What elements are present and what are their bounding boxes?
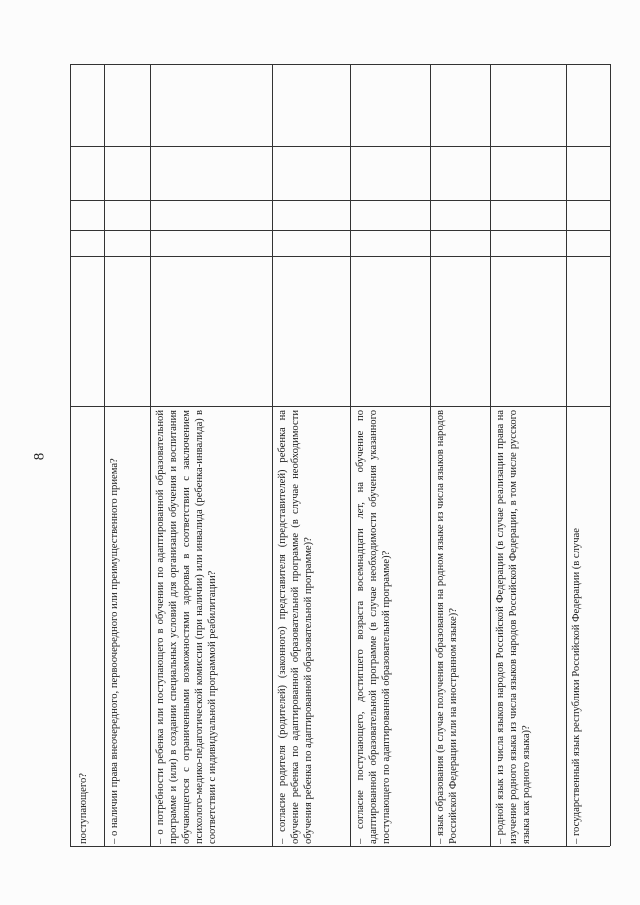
table-cell: поступающего? (78, 773, 89, 844)
table-cell: – согласие поступающего, достигшего возраста восемнадцати лет, на обучение по адаптированной образовательной программе (в случае необходимости обучения указанного поступающего по адаптированной образовательной программе)? (355, 410, 392, 844)
table-cell: – государственный язык республики Российской Федерации (в случае (571, 528, 582, 844)
table-border-right (610, 64, 611, 846)
column-divider (70, 256, 610, 257)
table-cell: – родной язык из числа языков народов Российской Федерации (в случае реализации права на изучение родного языка из числа языков народов Российской Федерации, в том числе русского языка как родного языка)? (495, 410, 532, 844)
column-divider (70, 230, 610, 231)
table-border-left (70, 64, 71, 846)
table-cell: – язык образования (в случае получения образования на родном языке из числа языков народов Российской Федерации или на иностранном языке)? (435, 410, 459, 844)
table-cell: – согласие родителя (родителей) (законного) представителя (представителей) ребенка на обучение ребенка по адаптированной образовательной программе (в случае необходимости обучения ребенка по адаптированной образовательной программе)? (277, 410, 314, 844)
row-divider (104, 64, 105, 846)
table-border-bottom (70, 846, 610, 847)
column-divider (70, 200, 610, 201)
row-divider (150, 64, 151, 846)
row-divider (350, 64, 351, 846)
table-border-top (70, 64, 610, 65)
column-divider (70, 146, 610, 147)
table-cell: – о потребности ребенка или поступающего в обучении по адаптированной образовательной программе и (или) в создании специальных условий для организации обучения и воспитания обучающегося с ограниченными возможностями здоровья в соответствии с заключением психолого-медико-педагогической комиссии (при наличии) или инвалида (ребенка-инвалида) в соответствии с индивидуальной программой реабилитации? (155, 410, 218, 844)
row-divider (272, 64, 273, 846)
column-divider (70, 406, 610, 407)
row-divider (490, 64, 491, 846)
page-number: 8 (31, 452, 48, 461)
table-cell: – о наличии права внеочередного, первоочередного или преимущественного приема? (109, 458, 120, 844)
row-divider (430, 64, 431, 846)
row-divider (566, 64, 567, 846)
